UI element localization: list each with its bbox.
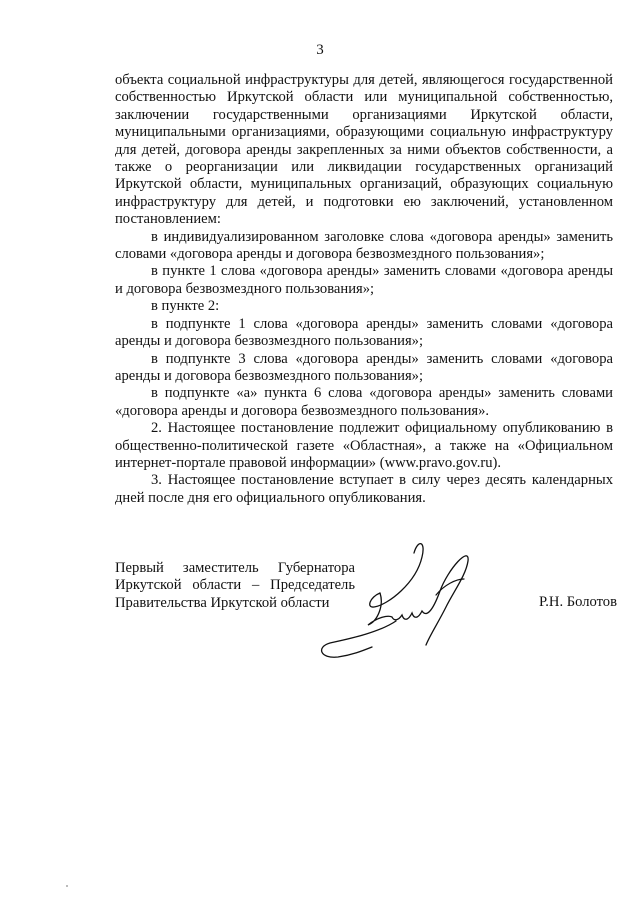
- paragraph: в подпункте 3 слова «договора аренды» заменить словами «договора аренды и договора безвозмездного пользования»;: [115, 350, 613, 384]
- scan-artifact: [66, 885, 68, 887]
- signer-position-line: Первый заместитель Губернатора: [115, 560, 355, 576]
- paragraph: объекта социальной инфраструктуры для детей, являющегося государственной собственностью Иркутской области или муниципальной собственностью, заключении государственными организациями Иркутской области, муниципальными организациями, образующими социальную инфраструктуру для детей, договора аренды закрепленных за ними объектов собственности, а также о реорганизации или ликвидации государственных организаций Иркутской области, муниципальных организаций, образующих социальную инфраструктуру для детей, и подготовки ею заключений, установленном постановлением:: [115, 72, 613, 228]
- paragraph: в подпункте «а» пункта 6 слова «договора аренды» заменить словами «договора аренды и договора безвозмездного пользования».: [115, 385, 613, 419]
- paragraph: в индивидуализированном заголовке слова «договора аренды» заменить словами «договора аренды и договора безвозмездного пользования»;: [115, 228, 613, 263]
- document-body: [115, 72, 613, 507]
- signer-name: Р.Н. Болотов: [538, 594, 617, 610]
- signer-position-line: Иркутской области – Председатель: [115, 577, 355, 594]
- paragraph: 2. Настоящее постановление подлежит официальному опубликованию в общественно-политической газете «Областная», а также на «Официальном интернет-портале правовой информации» (www.pravo.gov.ru).: [115, 420, 613, 471]
- paragraph: в пункте 1 слова «договора аренды» заменить словами «договора аренды и договора безвозмездного пользования»;: [115, 263, 613, 297]
- paragraph: в пункте 2:: [151, 298, 220, 315]
- page-number: 3: [316, 42, 324, 58]
- handwritten-signature: [318, 535, 478, 665]
- paragraph: в подпункте 1 слова «договора аренды» заменить словами «договора аренды и договора безвозмездного пользования»;: [115, 315, 613, 350]
- signer-position-line: Правительства Иркутской области: [115, 594, 330, 611]
- paragraph: 3. Настоящее постановление вступает в силу через десять календарных дней после дня его официального опубликования.: [115, 472, 613, 506]
